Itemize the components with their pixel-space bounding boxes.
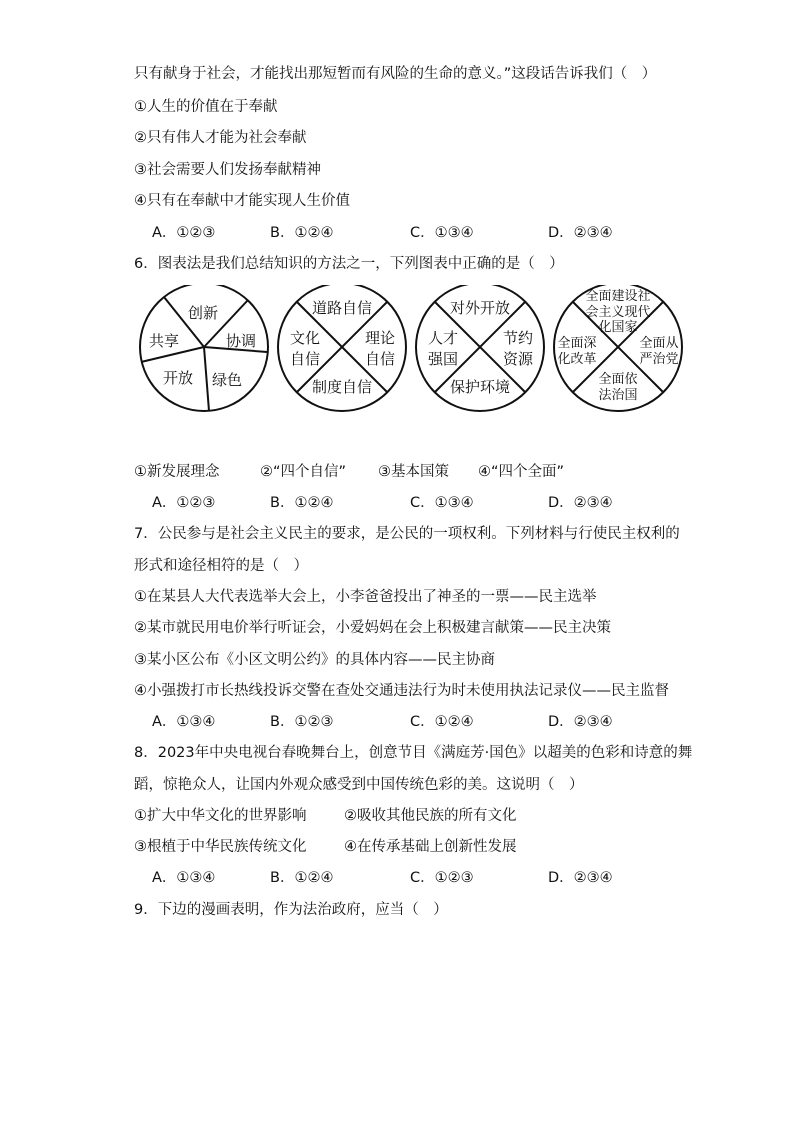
q7-options (152, 712, 652, 732)
circle3-label-saving-1: 节约 (502, 329, 534, 347)
q6-option-d[interactable]: D．②③④ (548, 495, 613, 511)
circle2-label-theory-2: 自信 (364, 350, 396, 368)
q6-stem: 6．图表法是我们总结知识的方法之一，下列图表中正确的是（ ） (134, 256, 564, 272)
circle1-label-innovation: 创新 (187, 304, 219, 322)
q7-option-c[interactable]: C．①②④ (410, 714, 474, 730)
q5-item-2: ②只有伟人才能为社会奉献 (134, 130, 307, 146)
q5-option-c[interactable]: C．①③④ (410, 225, 474, 241)
q8-option-b[interactable]: B．①②④ (270, 870, 334, 886)
q5-item-4: ④只有在奉献中才能实现人生价值 (134, 193, 350, 209)
q6-label-4: ④“四个全面” (478, 464, 565, 480)
q8-item-1: ①扩大中华文化的世界影响 (134, 808, 307, 824)
q6-option-b[interactable]: B．①②④ (270, 495, 334, 511)
circle4-label-right-2: 严治党 (639, 352, 679, 367)
q6-diagram (130, 285, 690, 415)
circle2-label-theory-1: 理论 (364, 329, 396, 347)
q6-label-1: ①新发展理念 (134, 464, 220, 480)
circle4-label-top-3: 化国家 (598, 320, 638, 335)
q7-stem-line-2: 形式和途径相符的是（ ） (134, 558, 308, 574)
q8-item-2: ②吸收其他民族的所有文化 (344, 808, 517, 824)
q7-stem-line-1: 7．公民参与是社会主义民主的要求，是公民的一项权利。下列材料与行使民主权利的 (134, 526, 680, 542)
circle4-label-top-2: 会主义现代 (585, 305, 651, 320)
circle4-label-bottom-2: 法治国 (598, 388, 638, 403)
circle4-label-bottom-1: 全面依 (598, 372, 638, 387)
circle1-label-openness: 开放 (162, 369, 194, 387)
q6-label-2: ②“四个自信” (260, 464, 347, 480)
q8-option-d[interactable]: D．②③④ (548, 870, 613, 886)
q6-option-a[interactable]: A．①②③ (152, 495, 216, 511)
circle3-label-talent-1: 人才 (427, 329, 459, 347)
q7-item-3: ③某小区公布《小区文明公约》的具体内容——民主协商 (134, 652, 495, 668)
circle1-label-sharing: 共享 (148, 332, 180, 350)
q5-item-1: ①人生的价值在于奉献 (134, 99, 278, 115)
circle3-label-opening: 对外开放 (449, 299, 511, 317)
circle3-label-saving-2: 资源 (502, 350, 534, 368)
circle2-label-culture-2: 自信 (289, 350, 321, 368)
q5-stem: 只有献身于社会，才能找出那短暂而有风险的生命的意义。”这段话告诉我们（ ） (134, 66, 657, 82)
q8-options (152, 868, 652, 888)
q7-option-b[interactable]: B．①②③ (270, 714, 334, 730)
circle1-label-green: 绿色 (211, 371, 243, 389)
q6-option-c[interactable]: C．①③④ (410, 495, 474, 511)
q7-option-a[interactable]: A．①③④ (152, 714, 216, 730)
q5-item-3: ③社会需要人们发扬奉献精神 (134, 162, 321, 178)
circle4-label-left-2: 化改革 (557, 352, 597, 367)
q7-item-2: ②某市就民用电价举行听证会，小爱妈妈在会上积极建言献策——民主决策 (134, 620, 611, 636)
q9-stem: 9．下边的漫画表明，作为法治政府，应当（ ） (134, 902, 448, 918)
circle3-label-environment: 保护环境 (449, 378, 511, 396)
circle2-label-road: 道路自信 (311, 299, 373, 317)
circle4-label-top-1: 全面建设社 (585, 289, 651, 304)
q7-item-4: ④小强拨打市长热线投诉交警在查处交通违法行为时未使用执法记录仪——民主监督 (134, 683, 669, 699)
q8-stem-line-2: 蹈，惊艳众人，让国内外观众感受到中国传统色彩的美。这说明（ ） (134, 777, 584, 793)
q8-items-row-1 (134, 806, 654, 826)
q8-option-a[interactable]: A．①③④ (152, 870, 216, 886)
q8-items-row-2 (134, 837, 654, 857)
circle1-label-coordination: 协调 (225, 332, 257, 350)
q5-option-a[interactable]: A．①②③ (152, 225, 216, 241)
circle2-label-system: 制度自信 (311, 378, 373, 396)
q5-options (152, 223, 652, 243)
circle4-label-left-1: 全面深 (557, 336, 597, 351)
q6-options (152, 493, 652, 513)
q7-option-d[interactable]: D．②③④ (548, 714, 613, 730)
q8-item-3: ③根植于中华民族传统文化 (134, 839, 307, 855)
q8-stem-line-1: 8．2023年中央电视台春晚舞台上，创意节目《满庭芳·国色》以超美的色彩和诗意的舞 (134, 745, 693, 761)
q6-labels (134, 462, 654, 482)
circle4-label-right-1: 全面从 (639, 336, 679, 351)
q5-option-d[interactable]: D．②③④ (548, 225, 613, 241)
circle2-label-culture-1: 文化 (289, 329, 321, 347)
q7-item-1: ①在某县人大代表选举大会上，小李爸爸投出了神圣的一票——民主选举 (134, 589, 597, 605)
circle3-label-talent-2: 强国 (427, 350, 459, 368)
q5-option-b[interactable]: B．①②④ (270, 225, 334, 241)
q8-option-c[interactable]: C．①②③ (410, 870, 474, 886)
q6-label-3: ③基本国策 (378, 464, 449, 480)
q8-item-4: ④在传承基础上创新性发展 (344, 839, 517, 855)
